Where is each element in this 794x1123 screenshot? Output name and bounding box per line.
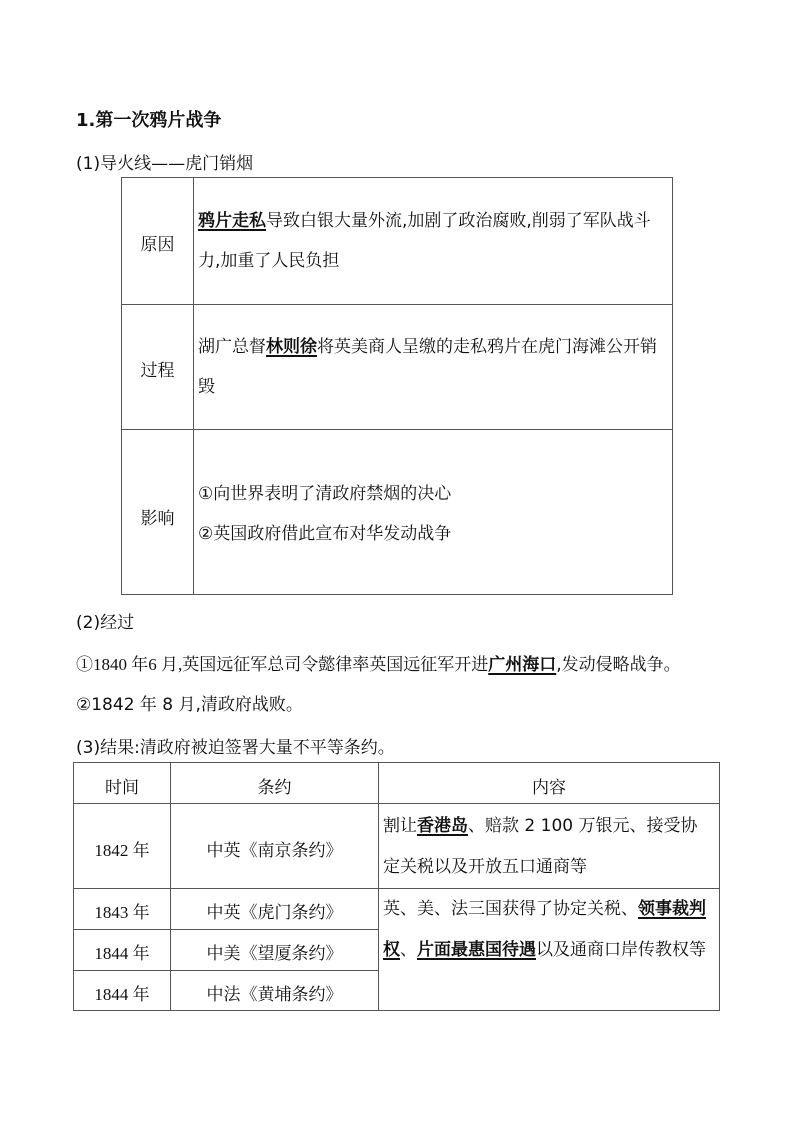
time-cell: 1843 年 <box>94 903 150 922</box>
table-row <box>122 429 672 594</box>
row-label-cause: 原因 <box>140 235 175 255</box>
treaty-cell: 中英《虎门条约》 <box>206 903 343 923</box>
event-1842: ②1842 年 8 月,清政府战败。 <box>76 695 303 715</box>
section-title: 1.第一次鸦片战争 <box>76 110 222 131</box>
content-cell-later-treaties <box>383 889 713 971</box>
row-divider <box>74 970 378 971</box>
content1-prefix: 割让 <box>383 816 417 836</box>
column-header-treaty: 条约 <box>257 778 292 798</box>
content2-prefix: 英、美、法三国获得了协定关税、 <box>383 899 638 919</box>
impact-line-2: ②英国政府借此宣布对华发动战争 <box>198 524 452 544</box>
row-label-process: 过程 <box>140 361 175 381</box>
row-divider <box>74 803 719 804</box>
row-content-impact <box>198 474 668 554</box>
process-prefix: 湖广总督 <box>198 337 266 357</box>
table-row <box>122 178 672 304</box>
treaty-table <box>73 762 720 1011</box>
highlight-lin-zexu: 林则徐 <box>266 337 317 357</box>
treaty-cell: 中法《黄埔条约》 <box>206 985 343 1005</box>
event-1840-text: ①1840 年6 月,英国远征军总司令懿律率英国远征军开进 <box>76 655 489 674</box>
highlight-opium-smuggling: 鸦片走私 <box>198 211 266 231</box>
highlight-most-favored-nation: 片面最惠国待遇 <box>417 940 536 960</box>
highlight-consular-jurisdiction: 领事裁判权 <box>383 899 706 960</box>
row-divider <box>74 929 378 930</box>
cause-text: 导致白银大量外流,加剧了政治腐败,削弱了军队战斗力,加重了人民负担 <box>198 211 651 271</box>
part3-heading: (3)结果:清政府被迫签署大量不平等条约。 <box>76 738 395 758</box>
highlight-hong-kong-island: 香港岛 <box>417 816 468 836</box>
part1-heading: (1)导火线——虎门销烟 <box>76 154 254 174</box>
column-header-content: 内容 <box>532 778 566 798</box>
impact-line-1: ①向世界表明了清政府禁烟的决心 <box>198 484 452 504</box>
event-1840 <box>76 650 681 675</box>
part2-heading: (2)经过 <box>76 613 135 633</box>
content2-mid: 、 <box>400 940 417 960</box>
column-divider <box>170 763 171 1010</box>
content1-suffix: 、赔款 2 100 万银元、接受协定关税以及开放五口通商等 <box>383 816 698 877</box>
content2-suffix: 以及通商口岸传教权等 <box>536 940 706 960</box>
treaty-cell: 中美《望厦条约》 <box>206 944 343 964</box>
treaty-cell: 中英《南京条约》 <box>206 841 343 861</box>
process-text: 将英美商人呈缴的走私鸦片在虎门海滩公开销毁 <box>198 337 657 397</box>
row-content-process <box>198 327 668 407</box>
table-row <box>122 304 672 429</box>
row-label-impact: 影响 <box>140 509 175 529</box>
time-cell: 1844 年 <box>94 985 150 1004</box>
column-header-time: 时间 <box>105 778 139 798</box>
highlight-guangzhou-port: 广州海口 <box>488 655 557 675</box>
column-divider <box>378 763 379 1010</box>
content-cell-nanjing <box>383 806 713 888</box>
event-1840-suffix: ,发动侵略战争。 <box>556 655 681 675</box>
time-cell: 1842 年 <box>94 841 150 860</box>
time-cell: 1844 年 <box>94 944 150 963</box>
row-content-cause <box>198 201 668 281</box>
cause-process-impact-table <box>121 177 673 595</box>
